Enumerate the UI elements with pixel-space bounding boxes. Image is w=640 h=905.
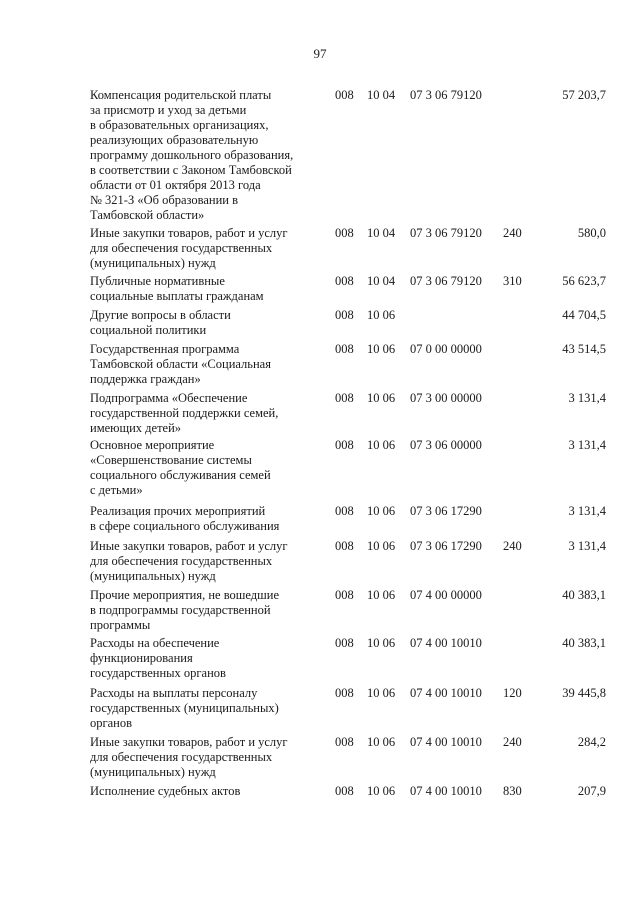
row-csr: 07 4 00 00000: [410, 588, 482, 602]
row-rz: 10 06: [367, 784, 396, 798]
row-csr: 07 0 00 00000: [410, 342, 482, 356]
row-ved: 008: [335, 686, 354, 700]
row-sum: 40 383,1: [562, 588, 606, 602]
row-name: Государственная программа Тамбовской области «Социальная поддержка граждан»: [90, 342, 271, 386]
row-rz: 10 06: [367, 391, 396, 405]
row-sum: 3 131,4: [568, 504, 606, 518]
row-vr: 240: [503, 735, 522, 749]
row-ved: 008: [335, 636, 354, 650]
row-rz: 10 04: [367, 88, 396, 102]
row-ved: 008: [335, 438, 354, 452]
row-ved: 008: [335, 539, 354, 553]
row-sum: 56 623,7: [562, 274, 606, 288]
row-rz: 10 06: [367, 308, 396, 322]
row-sum: 3 131,4: [568, 539, 606, 553]
row-ved: 008: [335, 88, 354, 102]
row-name: Публичные нормативные социальные выплаты гражданам: [90, 274, 264, 303]
row-csr: 07 3 06 00000: [410, 438, 482, 452]
row-csr: 07 4 00 10010: [410, 735, 482, 749]
row-csr: 07 4 00 10010: [410, 636, 482, 650]
row-rz: 10 06: [367, 735, 396, 749]
row-ved: 008: [335, 784, 354, 798]
row-rz: 10 06: [367, 504, 396, 518]
row-vr: 120: [503, 686, 522, 700]
row-ved: 008: [335, 735, 354, 749]
row-name: Прочие мероприятия, не вошедшие в подпрограммы государственной программы: [90, 588, 280, 632]
row-sum: 44 704,5: [562, 308, 606, 322]
row-rz: 10 06: [367, 539, 396, 553]
row-rz: 10 04: [367, 226, 396, 240]
row-name: Иные закупки товаров, работ и услуг для обеспечения государственных (муниципальных) нужд: [90, 735, 288, 779]
row-csr: 07 3 06 79120: [410, 274, 482, 288]
row-name: Подпрограмма «Обеспечение государственной поддержки семей, имеющих детей»: [90, 391, 279, 435]
row-sum: 39 445,8: [562, 686, 606, 700]
row-vr: 310: [503, 274, 522, 288]
row-csr: 07 3 06 79120: [410, 226, 482, 240]
row-csr: 07 4 00 10010: [410, 784, 482, 798]
row-ved: 008: [335, 504, 354, 518]
row-ved: 008: [335, 308, 354, 322]
row-ved: 008: [335, 342, 354, 356]
row-name: Основное мероприятие «Совершенствование системы социального обслуживания семей с детьми»: [90, 438, 271, 497]
row-name: Расходы на выплаты персоналу государственных (муниципальных) органов: [90, 686, 279, 730]
page-number: 97: [313, 46, 327, 61]
row-csr: 07 4 00 10010: [410, 686, 482, 700]
row-name: Иные закупки товаров, работ и услуг для обеспечения государственных (муниципальных) нужд: [90, 539, 288, 583]
row-sum: 207,9: [577, 784, 606, 798]
row-sum: 3 131,4: [568, 438, 606, 452]
row-vr: 830: [503, 784, 522, 798]
row-name: Иные закупки товаров, работ и услуг для обеспечения государственных (муниципальных) нужд: [90, 226, 288, 270]
row-name: Другие вопросы в области социальной политики: [90, 308, 231, 337]
row-name: Компенсация родительской платы за присмотр и уход за детьми в образовательных организациях, реализующих образовательную программу дошкольного образования, в соответствии с Законом Тамбовской области от 01 октября 2013 года № 321-З «Об образовании в Тамбовской области»: [90, 88, 294, 222]
row-vr: 240: [503, 539, 522, 553]
row-sum: 57 203,7: [562, 88, 606, 102]
row-csr: 07 3 06 17290: [410, 504, 482, 518]
row-ved: 008: [335, 274, 354, 288]
row-rz: 10 04: [367, 274, 396, 288]
row-ved: 008: [335, 588, 354, 602]
row-vr: 240: [503, 226, 522, 240]
row-rz: 10 06: [367, 686, 396, 700]
row-rz: 10 06: [367, 342, 396, 356]
row-sum: 580,0: [577, 226, 606, 240]
row-sum: 3 131,4: [568, 391, 606, 405]
row-sum: 43 514,5: [562, 342, 606, 356]
row-ved: 008: [335, 226, 354, 240]
row-name: Расходы на обеспечение функционирования государственных органов: [90, 636, 226, 680]
row-sum: 40 383,1: [562, 636, 606, 650]
row-rz: 10 06: [367, 438, 396, 452]
row-ved: 008: [335, 391, 354, 405]
row-name: Реализация прочих мероприятий в сфере социального обслуживания: [90, 504, 280, 533]
row-sum: 284,2: [577, 735, 606, 749]
row-csr: 07 3 06 17290: [410, 539, 482, 553]
row-rz: 10 06: [367, 636, 396, 650]
row-csr: 07 3 00 00000: [410, 391, 482, 405]
row-name: Исполнение судебных актов: [90, 784, 241, 798]
row-csr: 07 3 06 79120: [410, 88, 482, 102]
row-rz: 10 06: [367, 588, 396, 602]
